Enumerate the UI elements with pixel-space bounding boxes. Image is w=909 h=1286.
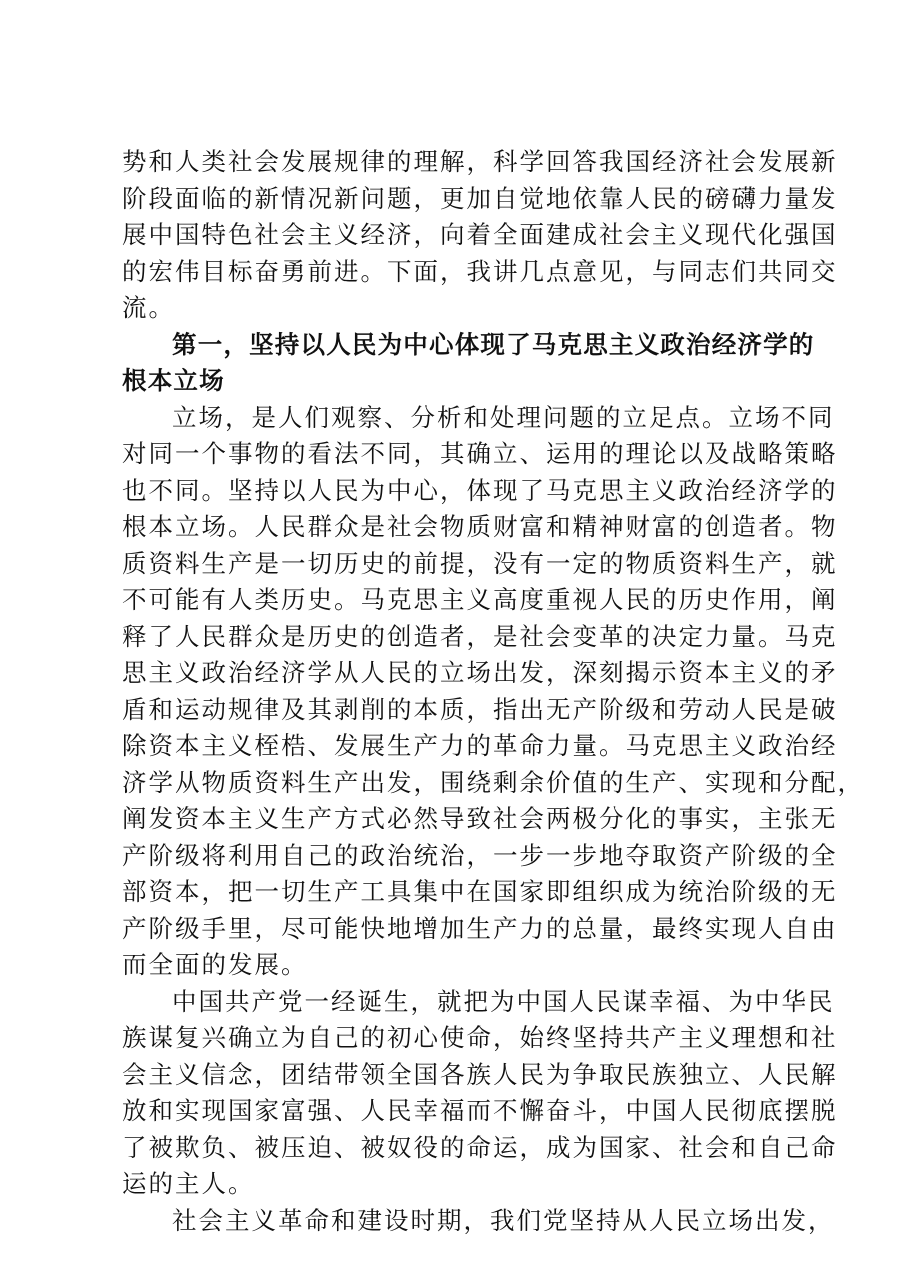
paragraph-line: 了被欺负、被压迫、被奴役的命运，成为国家、社会和自己命 bbox=[122, 1132, 838, 1162]
section-heading-line: 第一，坚持以人民为中心体现了马克思主义政治经济学的 bbox=[172, 329, 815, 359]
paragraph-line: 阶段面临的新情况新问题，更加自觉地依靠人民的磅礴力量发 bbox=[122, 183, 838, 213]
paragraph-line: 思主义政治经济学从人民的立场出发，深刻揭示资本主义的矛 bbox=[122, 658, 838, 687]
paragraph-line: 济学从物质资料生产出发，围绕剩余价值的生产、实现和分配， bbox=[122, 767, 864, 797]
paragraph-line: 展中国特色社会主义经济，向着全面建成社会主义现代化强国 bbox=[122, 220, 838, 249]
paragraph-line: 族谋复兴确立为自己的初心使命，始终坚持共产主义理想和社 bbox=[122, 1023, 838, 1052]
paragraph-line: 除资本主义桎梏、发展生产力的革命力量。马克思主义政治经 bbox=[122, 731, 838, 760]
paragraph-line: 势和人类社会发展规律的理解，科学回答我国经济社会发展新 bbox=[122, 147, 838, 176]
paragraph-line: 质资料生产是一切历史的前提，没有一定的物质资料生产，就 bbox=[122, 548, 838, 578]
section-heading-line: 根本立场 bbox=[122, 366, 225, 395]
paragraph-line: 也不同。坚持以人民为中心，体现了马克思主义政治经济学的 bbox=[122, 475, 838, 505]
paragraph-line: 对同一个事物的看法不同，其确立、运用的理论以及战略策略 bbox=[122, 439, 838, 468]
paragraph-line: 运的主人。 bbox=[122, 1169, 255, 1198]
paragraph-line: 而全面的发展。 bbox=[122, 950, 308, 979]
paragraph-line: 社会主义革命和建设时期，我们党坚持从人民立场出发， bbox=[172, 1205, 835, 1235]
paragraph-line: 不可能有人类历史。马克思主义高度重视人民的历史作用，阐 bbox=[122, 585, 838, 614]
paragraph-line: 放和实现国家富强、人民幸福而不懈奋斗，中国人民彻底摆脱 bbox=[122, 1096, 838, 1125]
paragraph-line: 产阶级将利用自己的政治统治，一步一步地夺取资产阶级的全 bbox=[122, 840, 838, 870]
paragraph-line: 部资本，把一切生产工具集中在国家即组织成为统治阶级的无 bbox=[122, 877, 838, 906]
paragraph-line: 立场，是人们观察、分析和处理问题的立足点。立场不同 bbox=[172, 402, 835, 432]
paragraph-line: 阐发资本主义生产方式必然导致社会两极分化的事实，主张无 bbox=[122, 804, 838, 833]
paragraph-line: 流。 bbox=[122, 293, 175, 322]
paragraph-line: 中国共产党一经诞生，就把为中国人民谋幸福、为中华民 bbox=[172, 986, 835, 1016]
paragraph-line: 盾和运动规律及其剥削的本质，指出无产阶级和劳动人民是破 bbox=[122, 694, 838, 724]
paragraph-line: 会主义信念，团结带领全国各族人民为争取民族独立、人民解 bbox=[122, 1059, 838, 1089]
paragraph-line: 的宏伟目标奋勇前进。下面，我讲几点意见，与同志们共同交 bbox=[122, 256, 838, 286]
document-body bbox=[122, 144, 864, 1239]
paragraph-line: 产阶级手里，尽可能快地增加生产力的总量，最终实现人自由 bbox=[122, 913, 838, 943]
paragraph-line: 释了人民群众是历史的创造者，是社会变革的决定力量。马克 bbox=[122, 621, 838, 651]
paragraph-line: 根本立场。人民群众是社会物质财富和精神财富的创造者。物 bbox=[122, 512, 838, 541]
